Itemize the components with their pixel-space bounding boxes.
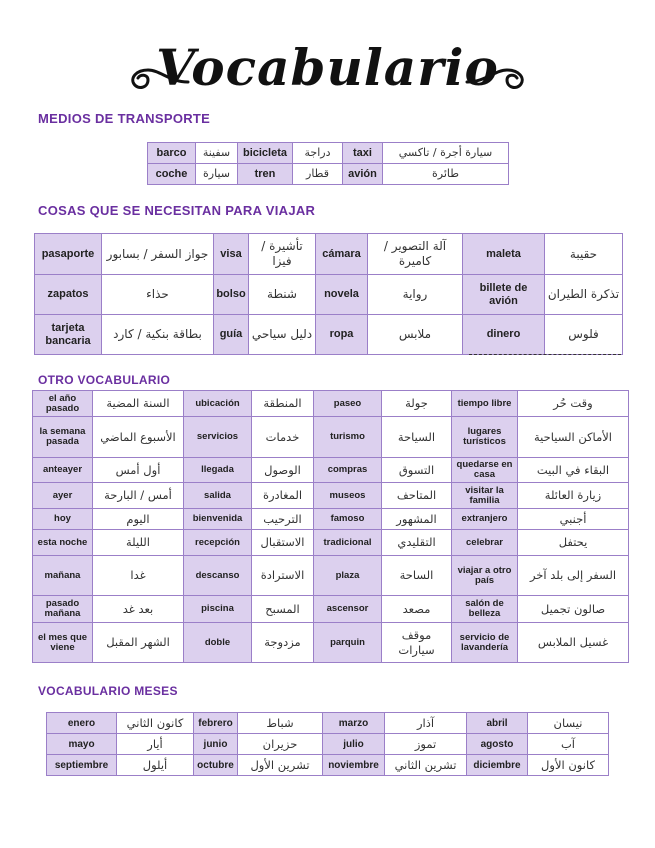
term-es: paseo xyxy=(314,391,382,417)
term-ar: وقت حُر xyxy=(518,391,629,417)
section-heading-viajar: COSAS QUE SE NECESITAN PARA VIAJAR xyxy=(38,203,316,218)
term-ar: آذار xyxy=(385,713,467,734)
term-ar: غدا xyxy=(93,556,184,596)
term-ar: سفينة xyxy=(196,143,238,164)
term-ar: رواية xyxy=(368,275,463,315)
other-vocabulary-table xyxy=(32,390,629,663)
term-es: servicios xyxy=(184,417,252,458)
term-es: octubre xyxy=(194,755,238,776)
table-row xyxy=(33,391,629,417)
term-es: marzo xyxy=(323,713,385,734)
term-ar: الاستقبال xyxy=(252,530,314,556)
term-ar: تشرين الثاني xyxy=(385,755,467,776)
term-es: diciembre xyxy=(467,755,528,776)
term-ar: أول أمس xyxy=(93,458,184,483)
term-ar: الليلة xyxy=(93,530,184,556)
term-ar: الشهر المقبل xyxy=(93,623,184,663)
term-ar: تشرين الأول xyxy=(238,755,323,776)
term-ar: تذكرة الطيران xyxy=(545,275,623,315)
term-es: billete de avión xyxy=(463,275,545,315)
term-ar: الساحة xyxy=(382,556,452,596)
term-ar: المشهور xyxy=(382,509,452,530)
table-row xyxy=(33,530,629,556)
term-ar: سيارة أجرة / تاكسي xyxy=(383,143,509,164)
term-es: hoy xyxy=(33,509,93,530)
term-es: guía xyxy=(214,315,249,355)
term-es: coche xyxy=(148,164,196,185)
term-ar: كانون الأول xyxy=(528,755,609,776)
term-es: turismo xyxy=(314,417,382,458)
term-es: salón de belleza xyxy=(452,596,518,623)
term-es: tiempo libre xyxy=(452,391,518,417)
term-ar: أيار xyxy=(117,734,194,755)
term-es: mayo xyxy=(47,734,117,755)
term-ar: خدمات xyxy=(252,417,314,458)
term-ar: البقاء في البيت xyxy=(518,458,629,483)
term-ar: تموز xyxy=(385,734,467,755)
term-ar: تأشيرة / فيزا xyxy=(249,234,316,275)
table-row xyxy=(33,483,629,509)
term-ar: الاسترادة xyxy=(252,556,314,596)
term-ar: الأسبوع الماضي xyxy=(93,417,184,458)
term-es: noviembre xyxy=(323,755,385,776)
term-ar: فلوس xyxy=(545,315,623,355)
table-row xyxy=(148,143,509,164)
term-es: taxi xyxy=(343,143,383,164)
table-row xyxy=(47,713,609,734)
term-es: doble xyxy=(184,623,252,663)
term-ar: المغادرة xyxy=(252,483,314,509)
term-ar: المسبح xyxy=(252,596,314,623)
term-ar: آب xyxy=(528,734,609,755)
term-ar: بعد غد xyxy=(93,596,184,623)
table-row xyxy=(33,556,629,596)
table-row xyxy=(33,458,629,483)
term-ar: الترحيب xyxy=(252,509,314,530)
term-ar: شنطة xyxy=(249,275,316,315)
table-row xyxy=(47,734,609,755)
page-title: Vocabulario xyxy=(156,38,499,97)
term-es: la semana pasada xyxy=(33,417,93,458)
table-row xyxy=(35,275,623,315)
term-es: barco xyxy=(148,143,196,164)
term-ar: المنطقة xyxy=(252,391,314,417)
term-ar: التقليدي xyxy=(382,530,452,556)
term-es: febrero xyxy=(194,713,238,734)
term-es: pasaporte xyxy=(35,234,102,275)
term-ar: أجنبي xyxy=(518,509,629,530)
term-es: tradicional xyxy=(314,530,382,556)
term-es: zapatos xyxy=(35,275,102,315)
term-ar: المتاحف xyxy=(382,483,452,509)
section-heading-otro: OTRO VOCABULARIO xyxy=(38,373,171,387)
title-banner xyxy=(0,30,655,110)
transport-table xyxy=(147,142,509,185)
term-ar: جولة xyxy=(382,391,452,417)
term-es: tarjeta bancaria xyxy=(35,315,102,355)
term-es: ubicación xyxy=(184,391,252,417)
term-ar: شباط xyxy=(238,713,323,734)
term-ar: حقيبة xyxy=(545,234,623,275)
term-es: el año pasado xyxy=(33,391,93,417)
dashed-underline xyxy=(469,354,621,355)
term-ar: موقف سيارات xyxy=(382,623,452,663)
term-es: abril xyxy=(467,713,528,734)
section-heading-meses: VOCABULARIO MESES xyxy=(38,684,178,698)
term-es: parquin xyxy=(314,623,382,663)
term-ar: دليل سياحي xyxy=(249,315,316,355)
term-es: piscina xyxy=(184,596,252,623)
term-es: esta noche xyxy=(33,530,93,556)
term-es: mañana xyxy=(33,556,93,596)
term-es: llegada xyxy=(184,458,252,483)
term-es: recepción xyxy=(184,530,252,556)
term-es: bicicleta xyxy=(238,143,293,164)
term-ar: دراجة xyxy=(293,143,343,164)
term-ar: زيارة العائلة xyxy=(518,483,629,509)
term-es: dinero xyxy=(463,315,545,355)
section-heading-transporte: MEDIOS DE TRANSPORTE xyxy=(38,111,211,126)
term-ar: السفر إلى بلد آخر xyxy=(518,556,629,596)
term-es: agosto xyxy=(467,734,528,755)
term-ar: سيارة xyxy=(196,164,238,185)
travel-items-table xyxy=(34,233,623,355)
term-es: descanso xyxy=(184,556,252,596)
term-es: septiembre xyxy=(47,755,117,776)
table-row xyxy=(35,234,623,275)
term-es: novela xyxy=(316,275,368,315)
term-es: maleta xyxy=(463,234,545,275)
term-es: bienvenida xyxy=(184,509,252,530)
term-es: salida xyxy=(184,483,252,509)
table-row xyxy=(33,623,629,663)
term-es: enero xyxy=(47,713,117,734)
table-row xyxy=(148,164,509,185)
term-es: junio xyxy=(194,734,238,755)
term-es: ascensor xyxy=(314,596,382,623)
term-ar: طائرة xyxy=(383,164,509,185)
term-ar: صالون تجميل xyxy=(518,596,629,623)
right-swirl-ornament xyxy=(465,60,535,100)
months-table xyxy=(46,712,609,776)
term-es: museos xyxy=(314,483,382,509)
term-es: visitar la familia xyxy=(452,483,518,509)
term-es: quedarse en casa xyxy=(452,458,518,483)
table-row xyxy=(33,596,629,623)
term-ar: غسيل الملابس xyxy=(518,623,629,663)
term-es: celebrar xyxy=(452,530,518,556)
term-ar: الأماكن السياحية xyxy=(518,417,629,458)
term-es: extranjero xyxy=(452,509,518,530)
term-es: famoso xyxy=(314,509,382,530)
term-ar: اليوم xyxy=(93,509,184,530)
term-ar: السياحة xyxy=(382,417,452,458)
term-es: ropa xyxy=(316,315,368,355)
table-row xyxy=(33,417,629,458)
term-ar: قطار xyxy=(293,164,343,185)
term-ar: كانون الثاني xyxy=(117,713,194,734)
term-ar: السنة المضية xyxy=(93,391,184,417)
term-es: lugares turísticos xyxy=(452,417,518,458)
term-es: compras xyxy=(314,458,382,483)
term-es: julio xyxy=(323,734,385,755)
term-ar: آلة التصوير / كاميرة xyxy=(368,234,463,275)
table-row xyxy=(33,509,629,530)
term-es: bolso xyxy=(214,275,249,315)
term-ar: أمس / البارحة xyxy=(93,483,184,509)
term-es: tren xyxy=(238,164,293,185)
term-es: anteayer xyxy=(33,458,93,483)
term-ar: جواز السفر / بسابور xyxy=(102,234,214,275)
term-es: ayer xyxy=(33,483,93,509)
term-ar: أيلول xyxy=(117,755,194,776)
table-row xyxy=(35,315,623,355)
term-es: pasado mañana xyxy=(33,596,93,623)
term-ar: ملابس xyxy=(368,315,463,355)
term-es: cámara xyxy=(316,234,368,275)
term-es: avión xyxy=(343,164,383,185)
term-ar: حذاء xyxy=(102,275,214,315)
term-ar: مزدوجة xyxy=(252,623,314,663)
term-es: el mes que viene xyxy=(33,623,93,663)
term-ar: يحتفل xyxy=(518,530,629,556)
term-ar: حزيران xyxy=(238,734,323,755)
term-ar: التسوق xyxy=(382,458,452,483)
term-ar: الوصول xyxy=(252,458,314,483)
term-es: viajar a otro país xyxy=(452,556,518,596)
term-ar: مصعد xyxy=(382,596,452,623)
term-es: visa xyxy=(214,234,249,275)
term-ar: نيسان xyxy=(528,713,609,734)
table-row xyxy=(47,755,609,776)
term-es: plaza xyxy=(314,556,382,596)
term-ar: بطاقة بنكية / كارد xyxy=(102,315,214,355)
term-es: servicio de lavandería xyxy=(452,623,518,663)
